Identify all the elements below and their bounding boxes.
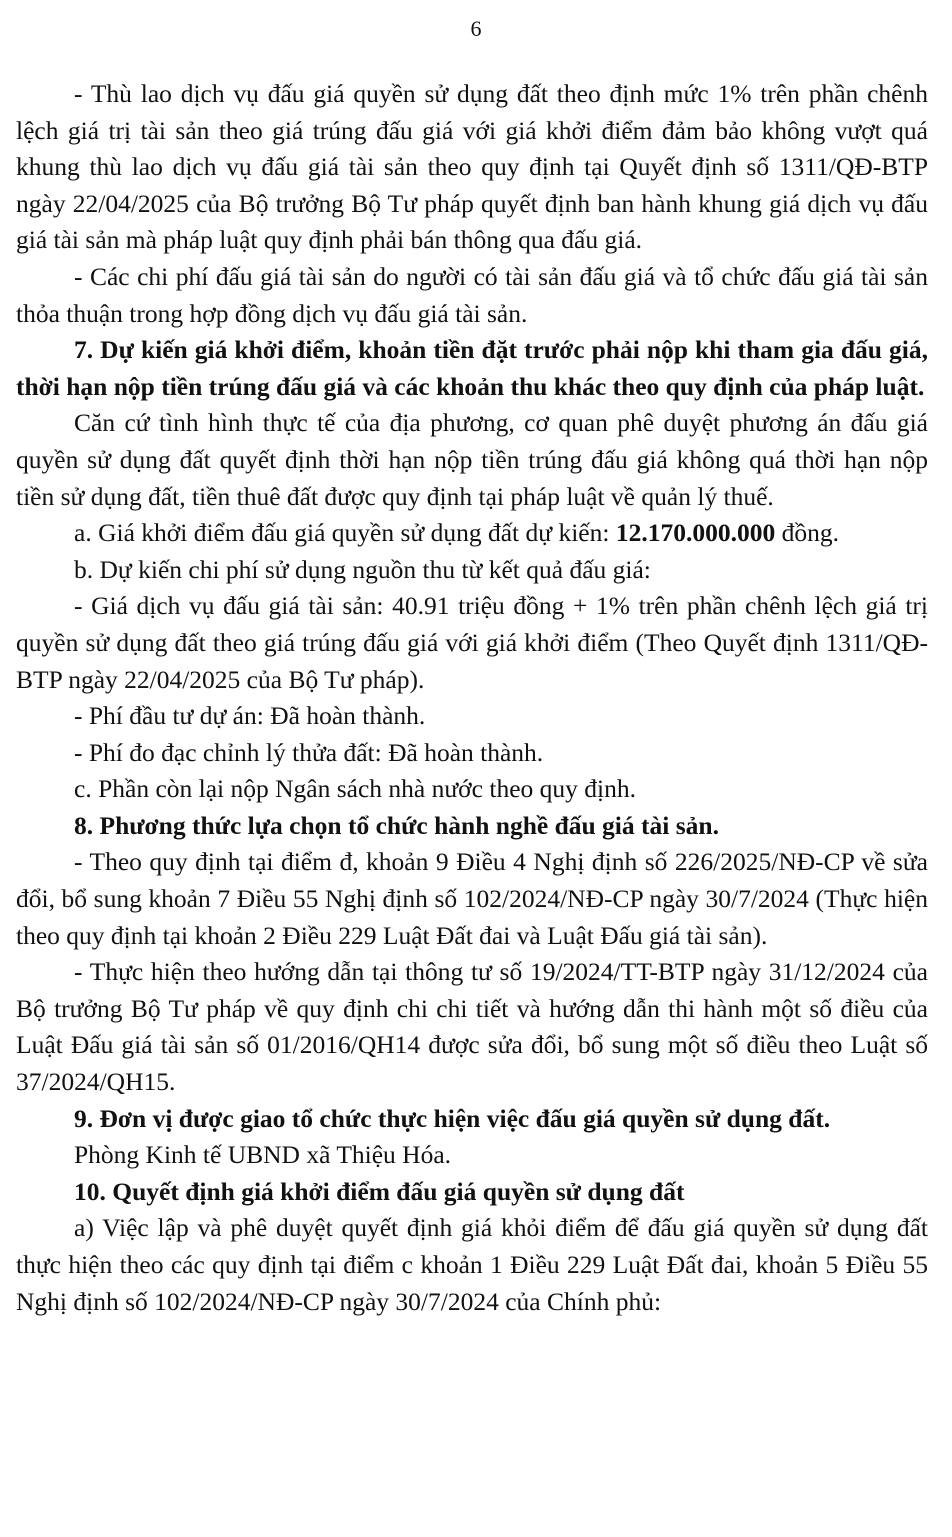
section-9-heading: 9. Đơn vị được giao tổ chức thực hiện việc đấu giá quyền sử dụng đất. — [74, 1103, 831, 1133]
paragraph-survey-fee: - Phí đo đạc chỉnh lý thửa đất: Đã hoàn thành. — [74, 737, 544, 767]
paragraph-decree-reference: - Theo quy định tại điểm đ, khoản 9 Điều 4 Nghị định số 226/2025/NĐ-CP về sửa đổi, bổ sung khoản 7 Điều 55 Nghị định số 102/2024/NĐ-CP ngày 30/7/2024 (Thực hiện theo quy định tại khoản 2 Điều 229 Luật Đất đai và Luật Đấu giá tài sản). — [16, 847, 928, 950]
page-number: 6 — [470, 16, 482, 41]
section-7-heading: 7. Dự kiến giá khởi điểm, khoản tiền đặt trước phải nộp khi tham gia đấu giá, thời hạn nộp tiền trúng đấu giá và các khoản thu khác theo quy định của pháp luật. — [16, 335, 928, 401]
paragraph-assigned-unit: Phòng Kinh tế UBND xã Thiệu Hóa. — [74, 1140, 452, 1170]
paragraph-payment-deadline: Căn cứ tình hình thực tế của địa phương, cơ quan phê duyệt phương án đấu giá quyền sử dụng đất quyết định thời hạn nộp tiền trúng đấu giá không quá thời hạn nộp tiền sử dụng đất, tiền thuê đất được quy định tại pháp luật về quản lý thuế. — [16, 408, 928, 511]
paragraph-remaining-budget: c. Phần còn lại nộp Ngân sách nhà nước theo quy định. — [74, 774, 636, 804]
paragraph-auction-costs: - Các chi phí đấu giá tài sản do người có tài sản đấu giá và tổ chức đấu giá tài sản thỏa thuận trong hợp đồng dịch vụ đấu giá tài sản. — [16, 261, 928, 328]
paragraph-service-fee: - Thù lao dịch vụ đấu giá quyền sử dụng đất theo định mức 1% trên phần chênh lệch giá trị tài sản theo giá trúng đấu giá với giá khởi điểm đảm bảo không vượt quá khung thù lao dịch vụ đấu giá tài sản theo quy định tại Quyết định số 1311/QĐ-BTP ngày 22/04/2025 của Bộ trưởng Bộ Tư pháp quyết định ban hành khung giá dịch vụ đấu giá tài sản mà pháp luật quy định phải bán thông qua đấu giá. — [16, 79, 928, 255]
starting-price-label: a. Giá khởi điểm đấu giá quyền sử dụng đất dự kiến: — [74, 518, 616, 548]
section-10-heading: 10. Quyết định giá khởi điểm đấu giá quyền sử dụng đất — [74, 1176, 685, 1206]
paragraph-starting-price — [16, 515, 928, 552]
paragraph-price-decision: a) Việc lập và phê duyệt quyết định giá khỏi điểm để đấu giá quyền sử dụng đất thực hiện theo các quy định tại điểm c khoản 1 Điều 229 Luật Đất đai, khoản 5 Điều 55 Nghị định số 102/2024/NĐ-CP ngày 30/7/2024 của Chính phủ: — [16, 1213, 928, 1316]
paragraph-auction-service-price: - Giá dịch vụ đấu giá tài sản: 40.91 triệu đồng + 1% trên phần chênh lệch giá trị quyền sử dụng đất theo giá trúng đấu giá với giá khởi điểm (Theo Quyết định 1311/QĐ-BTP ngày 22/04/2025 của Bộ Tư pháp). — [16, 591, 928, 694]
document-body — [16, 76, 928, 1320]
paragraph-circular-reference: - Thực hiện theo hướng dẫn tại thông tư số 19/2024/TT-BTP ngày 31/12/2024 của Bộ trưởng Bộ Tư pháp về quy định chi chi tiết và hướng dẫn thi hành một số điều của Luật Đấu giá tài sản số 01/2016/QH14 được sửa đổi, bổ sung một số điều theo Luật số 37/2024/QH15. — [16, 957, 928, 1097]
paragraph-investment-fee: - Phí đầu tư dự án: Đã hoàn thành. — [74, 701, 426, 731]
paragraph-expected-costs: b. Dự kiến chi phí sử dụng nguồn thu từ kết quả đấu giá: — [74, 554, 651, 584]
section-8-heading: 8. Phương thức lựa chọn tổ chức hành nghề đấu giá tài sản. — [74, 810, 719, 840]
starting-price-unit: đồng. — [775, 518, 839, 548]
starting-price-amount: 12.170.000.000 — [615, 518, 776, 548]
